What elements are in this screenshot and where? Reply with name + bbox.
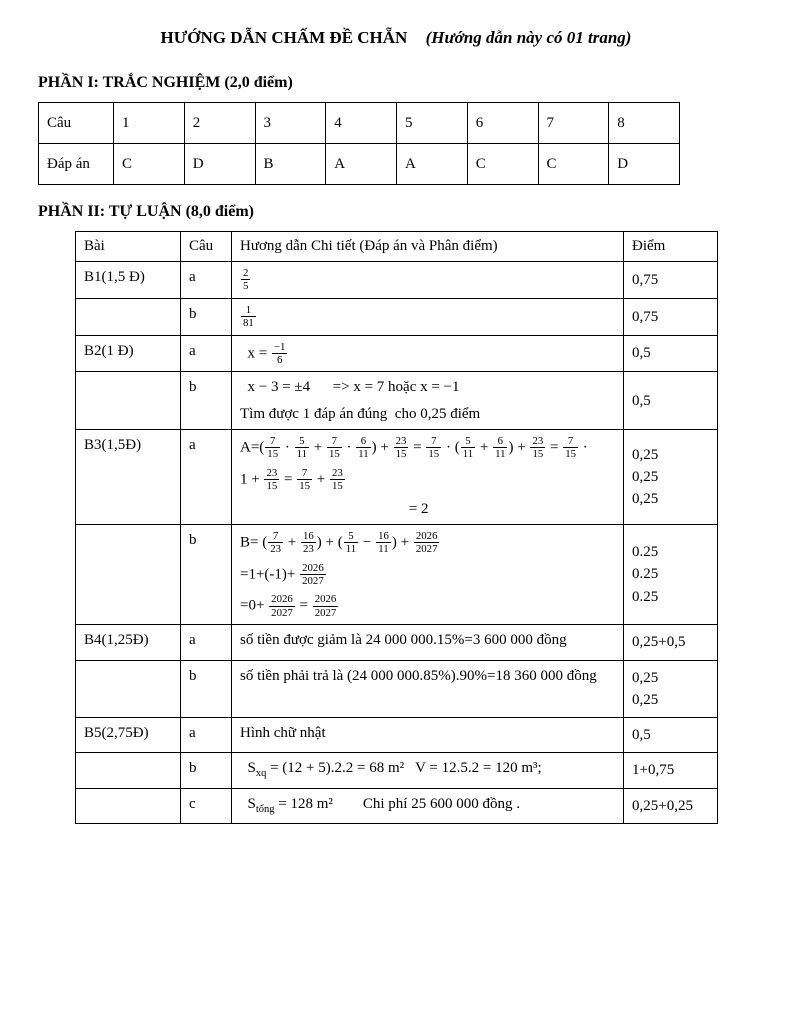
cell-cau: c	[181, 788, 232, 823]
fraction-denominator: 2027	[314, 606, 337, 619]
fraction	[413, 530, 441, 556]
detail-line: x − 3 = ±4 => x = 7 hoặc x = −1	[240, 379, 460, 396]
mc-table-body	[39, 103, 680, 185]
fraction-numerator: 23	[532, 434, 544, 447]
fraction-numerator: 2026	[415, 529, 438, 542]
fraction	[492, 435, 508, 461]
mc-answer-value: C	[467, 144, 538, 185]
fraction-denominator: 15	[267, 448, 279, 461]
cell-diem	[624, 524, 718, 624]
essay-table-row	[76, 753, 718, 788]
cell-detail	[232, 335, 624, 372]
fraction-denominator: 5	[243, 280, 249, 293]
mc-answer-value: C	[114, 144, 185, 185]
cell-diem	[624, 335, 718, 372]
cell-diem	[624, 660, 718, 718]
fraction-denominator: 2027	[415, 543, 438, 556]
fraction	[264, 435, 281, 461]
document-title-line	[38, 28, 754, 48]
essay-table-row	[76, 718, 718, 753]
fraction	[268, 593, 296, 619]
mc-answer-value: D	[184, 144, 255, 185]
cell-detail	[232, 625, 624, 660]
detail-line: =0+ $\frac{2026}{2027}$ = $\frac{2026}{2027}$	[240, 593, 615, 619]
cell-diem	[624, 718, 718, 753]
detail-line	[240, 304, 615, 330]
diem-line: 0,75	[632, 308, 659, 325]
mc-question-number: 4	[326, 103, 397, 144]
subscript-text: tổng	[255, 803, 275, 815]
detail-line: B= ( $\frac{7}{23}$ + $\frac{16}{23}$ ) + ( $\frac{5}{11}$ − $\frac{16}{11}$ ) + $\frac{2026}{2027}$	[240, 530, 615, 556]
fraction-denominator: 15	[266, 480, 278, 493]
fraction	[529, 435, 546, 461]
fraction	[294, 435, 310, 461]
cell-diem	[624, 298, 718, 335]
fraction-denominator: 15	[532, 448, 544, 461]
cell-bai	[76, 660, 181, 718]
diem-line: 0,25+0,25	[632, 797, 693, 814]
diem-line: 0,25	[632, 691, 659, 708]
section2-heading: PHẦN II: TỰ LUẬN (8,0 điểm)	[38, 203, 254, 220]
fraction-denominator: 11	[358, 448, 369, 461]
mc-question-number: 5	[397, 103, 468, 144]
fraction-denominator: 11	[296, 448, 307, 461]
fraction-denominator: 15	[395, 448, 407, 461]
diem-line: 0,25	[632, 669, 659, 686]
fraction-numerator: −1	[273, 340, 286, 353]
fraction-denominator: 15	[332, 480, 343, 493]
cell-cau: b	[181, 298, 232, 335]
diem-line: 0,75	[632, 271, 659, 288]
detail-line: Hình chữ nhật	[240, 725, 326, 741]
cell-diem	[624, 788, 718, 823]
cell-cau: a	[181, 718, 232, 753]
fraction	[271, 341, 289, 367]
essay-table-row	[76, 625, 718, 660]
fraction	[393, 435, 410, 461]
essay-section	[38, 231, 754, 824]
essay-table-row	[76, 298, 718, 335]
fraction-numerator: 7	[297, 467, 312, 480]
header-detail: Hương dẫn Chi tiết (Đáp án và Phân điểm)	[232, 232, 624, 262]
fraction	[343, 530, 359, 556]
cell-cau: b	[181, 372, 232, 430]
essay-table	[75, 231, 718, 824]
cell-diem	[624, 429, 718, 524]
fraction	[355, 435, 371, 461]
subscript-text: xq	[255, 768, 267, 780]
cell-bai	[76, 788, 181, 823]
detail-line	[240, 267, 615, 293]
fraction-denominator: 6	[277, 354, 283, 367]
fraction	[263, 467, 280, 493]
fraction	[329, 467, 346, 493]
fraction-numerator: 6	[493, 435, 507, 448]
cell-detail	[232, 429, 624, 524]
detail-line: A=( $\frac{7}{15}$ · $\frac{5}{11}$ + $\frac{7}{15}$ · $\frac{6}{11}$ ) + $\frac{23}{15}$ = $\frac{7}{15}$ · ( $\frac{5}{11}$ + $\frac{6}{11}$ ) + $\frac{23}{15}$ = $\frac{7}{15}$ ·	[240, 434, 588, 461]
mc-question-number: 1	[114, 103, 185, 144]
fraction	[300, 530, 317, 556]
cell-detail	[232, 660, 624, 718]
fraction	[296, 467, 313, 493]
mc-answer-value: D	[609, 144, 680, 185]
essay-table-row	[76, 660, 718, 718]
cell-bai: B1(1,5 Đ)	[76, 262, 181, 299]
detail-line: = 2	[240, 500, 429, 517]
fraction-numerator: 1	[241, 304, 256, 317]
fraction-numerator: 2	[243, 267, 249, 279]
detail-line: =1+(-1)+ $\frac{2026}{2027}$	[240, 562, 615, 588]
cell-bai	[76, 753, 181, 788]
cell-bai	[76, 372, 181, 430]
mc-question-number: 7	[538, 103, 609, 144]
diem-line: 0,5	[632, 727, 651, 743]
cell-diem	[624, 753, 718, 788]
essay-table-row	[76, 788, 718, 823]
cell-detail	[232, 298, 624, 335]
fraction-numerator: 23	[266, 466, 278, 479]
cell-bai	[76, 298, 181, 335]
fraction	[460, 435, 476, 461]
mc-question-number: 2	[184, 103, 255, 144]
detail-line: 1 + $\frac{23}{15}$ = $\frac{7}{15}$ + $\frac{23}{15}$	[240, 467, 615, 493]
fraction-numerator: 5	[295, 435, 309, 448]
fraction-numerator: 5	[461, 435, 475, 448]
cell-cau: a	[181, 429, 232, 524]
fraction	[425, 435, 442, 461]
fraction-numerator: 7	[265, 435, 280, 448]
fraction-numerator: 5	[344, 530, 358, 543]
fraction	[299, 562, 327, 588]
fraction-denominator: 23	[302, 543, 314, 556]
fraction	[240, 267, 251, 293]
mc-row-label: Đáp án	[39, 144, 114, 185]
fraction-denominator: 11	[462, 448, 474, 461]
detail-line: Tìm được 1 đáp án đúng cho 0,25 điểm	[240, 405, 481, 422]
detail-line: số tiền phải trả là (24 000 000.85%).90%=18 360 000 đồng	[240, 667, 597, 684]
cell-cau: b	[181, 524, 232, 624]
cell-bai: B3(1,5Đ)	[76, 429, 181, 524]
mc-answer-value: A	[397, 144, 468, 185]
essay-table-row	[76, 429, 718, 524]
fraction-numerator: 7	[327, 435, 342, 448]
document-title: HƯỚNG DẪN CHẤM ĐỀ CHẴN	[160, 28, 408, 47]
cell-bai: B2(1 Đ)	[76, 335, 181, 372]
essay-table-row	[76, 524, 718, 624]
diem-line: 0.25	[632, 566, 659, 583]
diem-line: 1+0,75	[632, 762, 675, 779]
header-cau: Câu	[181, 232, 232, 262]
header-diem: Điểm	[624, 232, 718, 262]
fraction-numerator: 2026	[314, 593, 337, 606]
header-bai: Bài	[76, 232, 181, 262]
essay-table-row	[76, 372, 718, 430]
fraction	[375, 530, 392, 556]
diem-line: 0.25	[632, 544, 659, 561]
cell-detail	[232, 372, 624, 430]
cell-diem	[624, 372, 718, 430]
section1-heading: PHẦN I: TRẮC NGHIỆM (2,0 điểm)	[38, 74, 293, 91]
fraction-denominator: 11	[495, 448, 506, 461]
fraction-denominator: 15	[299, 480, 311, 493]
diem-line: 0,25	[632, 468, 659, 485]
fraction	[562, 435, 579, 461]
detail-line: số tiền được giảm là 24 000 000.15%=3 600 000 đồng	[240, 632, 567, 649]
cell-bai: B5(2,75Đ)	[76, 718, 181, 753]
cell-detail	[232, 788, 624, 823]
fraction-denominator: 11	[378, 543, 389, 556]
fraction-numerator: 7	[426, 435, 441, 448]
fraction	[267, 530, 284, 556]
fraction	[326, 435, 343, 461]
fraction-denominator: 23	[270, 543, 282, 556]
fraction-denominator: 2027	[302, 575, 324, 588]
fraction-denominator: 81	[243, 317, 254, 330]
mc-row-label: Câu	[39, 103, 114, 144]
fraction-numerator: 6	[356, 435, 370, 448]
diem-line: 0.25	[632, 588, 659, 605]
fraction	[240, 304, 257, 330]
cell-detail	[232, 718, 624, 753]
mc-answer-value: B	[255, 144, 326, 185]
fraction-numerator: 2026	[302, 561, 324, 574]
cell-cau: a	[181, 625, 232, 660]
fraction	[312, 593, 340, 619]
fraction-numerator: 23	[395, 434, 407, 447]
cell-bai	[76, 524, 181, 624]
essay-table-row	[76, 262, 718, 299]
fraction-denominator: 2027	[271, 606, 293, 619]
document-title-note: (Hướng dẫn này có 01 trang)	[425, 28, 632, 47]
fraction-denominator: 15	[428, 448, 440, 461]
detail-line: $S_{xq} = (12 + 5).2.2 = 68$ m² V = 12.5.2 = 120 m³;	[240, 760, 542, 780]
cell-detail	[232, 524, 624, 624]
cell-cau: b	[181, 660, 232, 718]
essay-header-row	[76, 232, 718, 262]
fraction-denominator: 15	[328, 448, 340, 461]
detail-line: x = $\frac{-1}{6}$	[240, 341, 615, 367]
diem-line: 0,25	[632, 446, 659, 463]
cell-cau: a	[181, 335, 232, 372]
diem-line: 0,25	[632, 491, 659, 507]
cell-detail	[232, 262, 624, 299]
essay-table-row	[76, 335, 718, 372]
mc-answer-row	[39, 144, 680, 185]
fraction-numerator: 7	[563, 435, 578, 448]
diem-line: 0,5	[632, 392, 651, 409]
fraction-denominator: 15	[565, 448, 577, 461]
cell-detail	[232, 753, 624, 788]
essay-table-body	[76, 262, 718, 824]
mc-answer-value: A	[326, 144, 397, 185]
multiple-choice-table	[38, 102, 680, 185]
cell-bai: B4(1,25Đ)	[76, 625, 181, 660]
fraction-numerator: 16	[302, 529, 314, 542]
fraction-numerator: 7	[268, 530, 283, 543]
mc-question-row	[39, 103, 680, 144]
mc-question-number: 6	[467, 103, 538, 144]
mc-answer-value: C	[538, 144, 609, 185]
cell-cau: a	[181, 262, 232, 299]
fraction-numerator: 23	[332, 466, 343, 479]
diem-line: 0,25+0,5	[632, 634, 686, 651]
cell-diem	[624, 625, 718, 660]
mc-question-number: 8	[609, 103, 680, 144]
cell-diem	[624, 262, 718, 299]
detail-line: $S_{tổng} = 128$ m² Chi phí 25 600 000 đồng .	[240, 795, 520, 815]
fraction-numerator: 16	[378, 529, 389, 542]
mc-question-number: 3	[255, 103, 326, 144]
diem-line: 0,5	[632, 345, 651, 362]
fraction-denominator: 11	[345, 543, 357, 556]
cell-cau: b	[181, 753, 232, 788]
fraction-numerator: 2026	[271, 593, 293, 606]
